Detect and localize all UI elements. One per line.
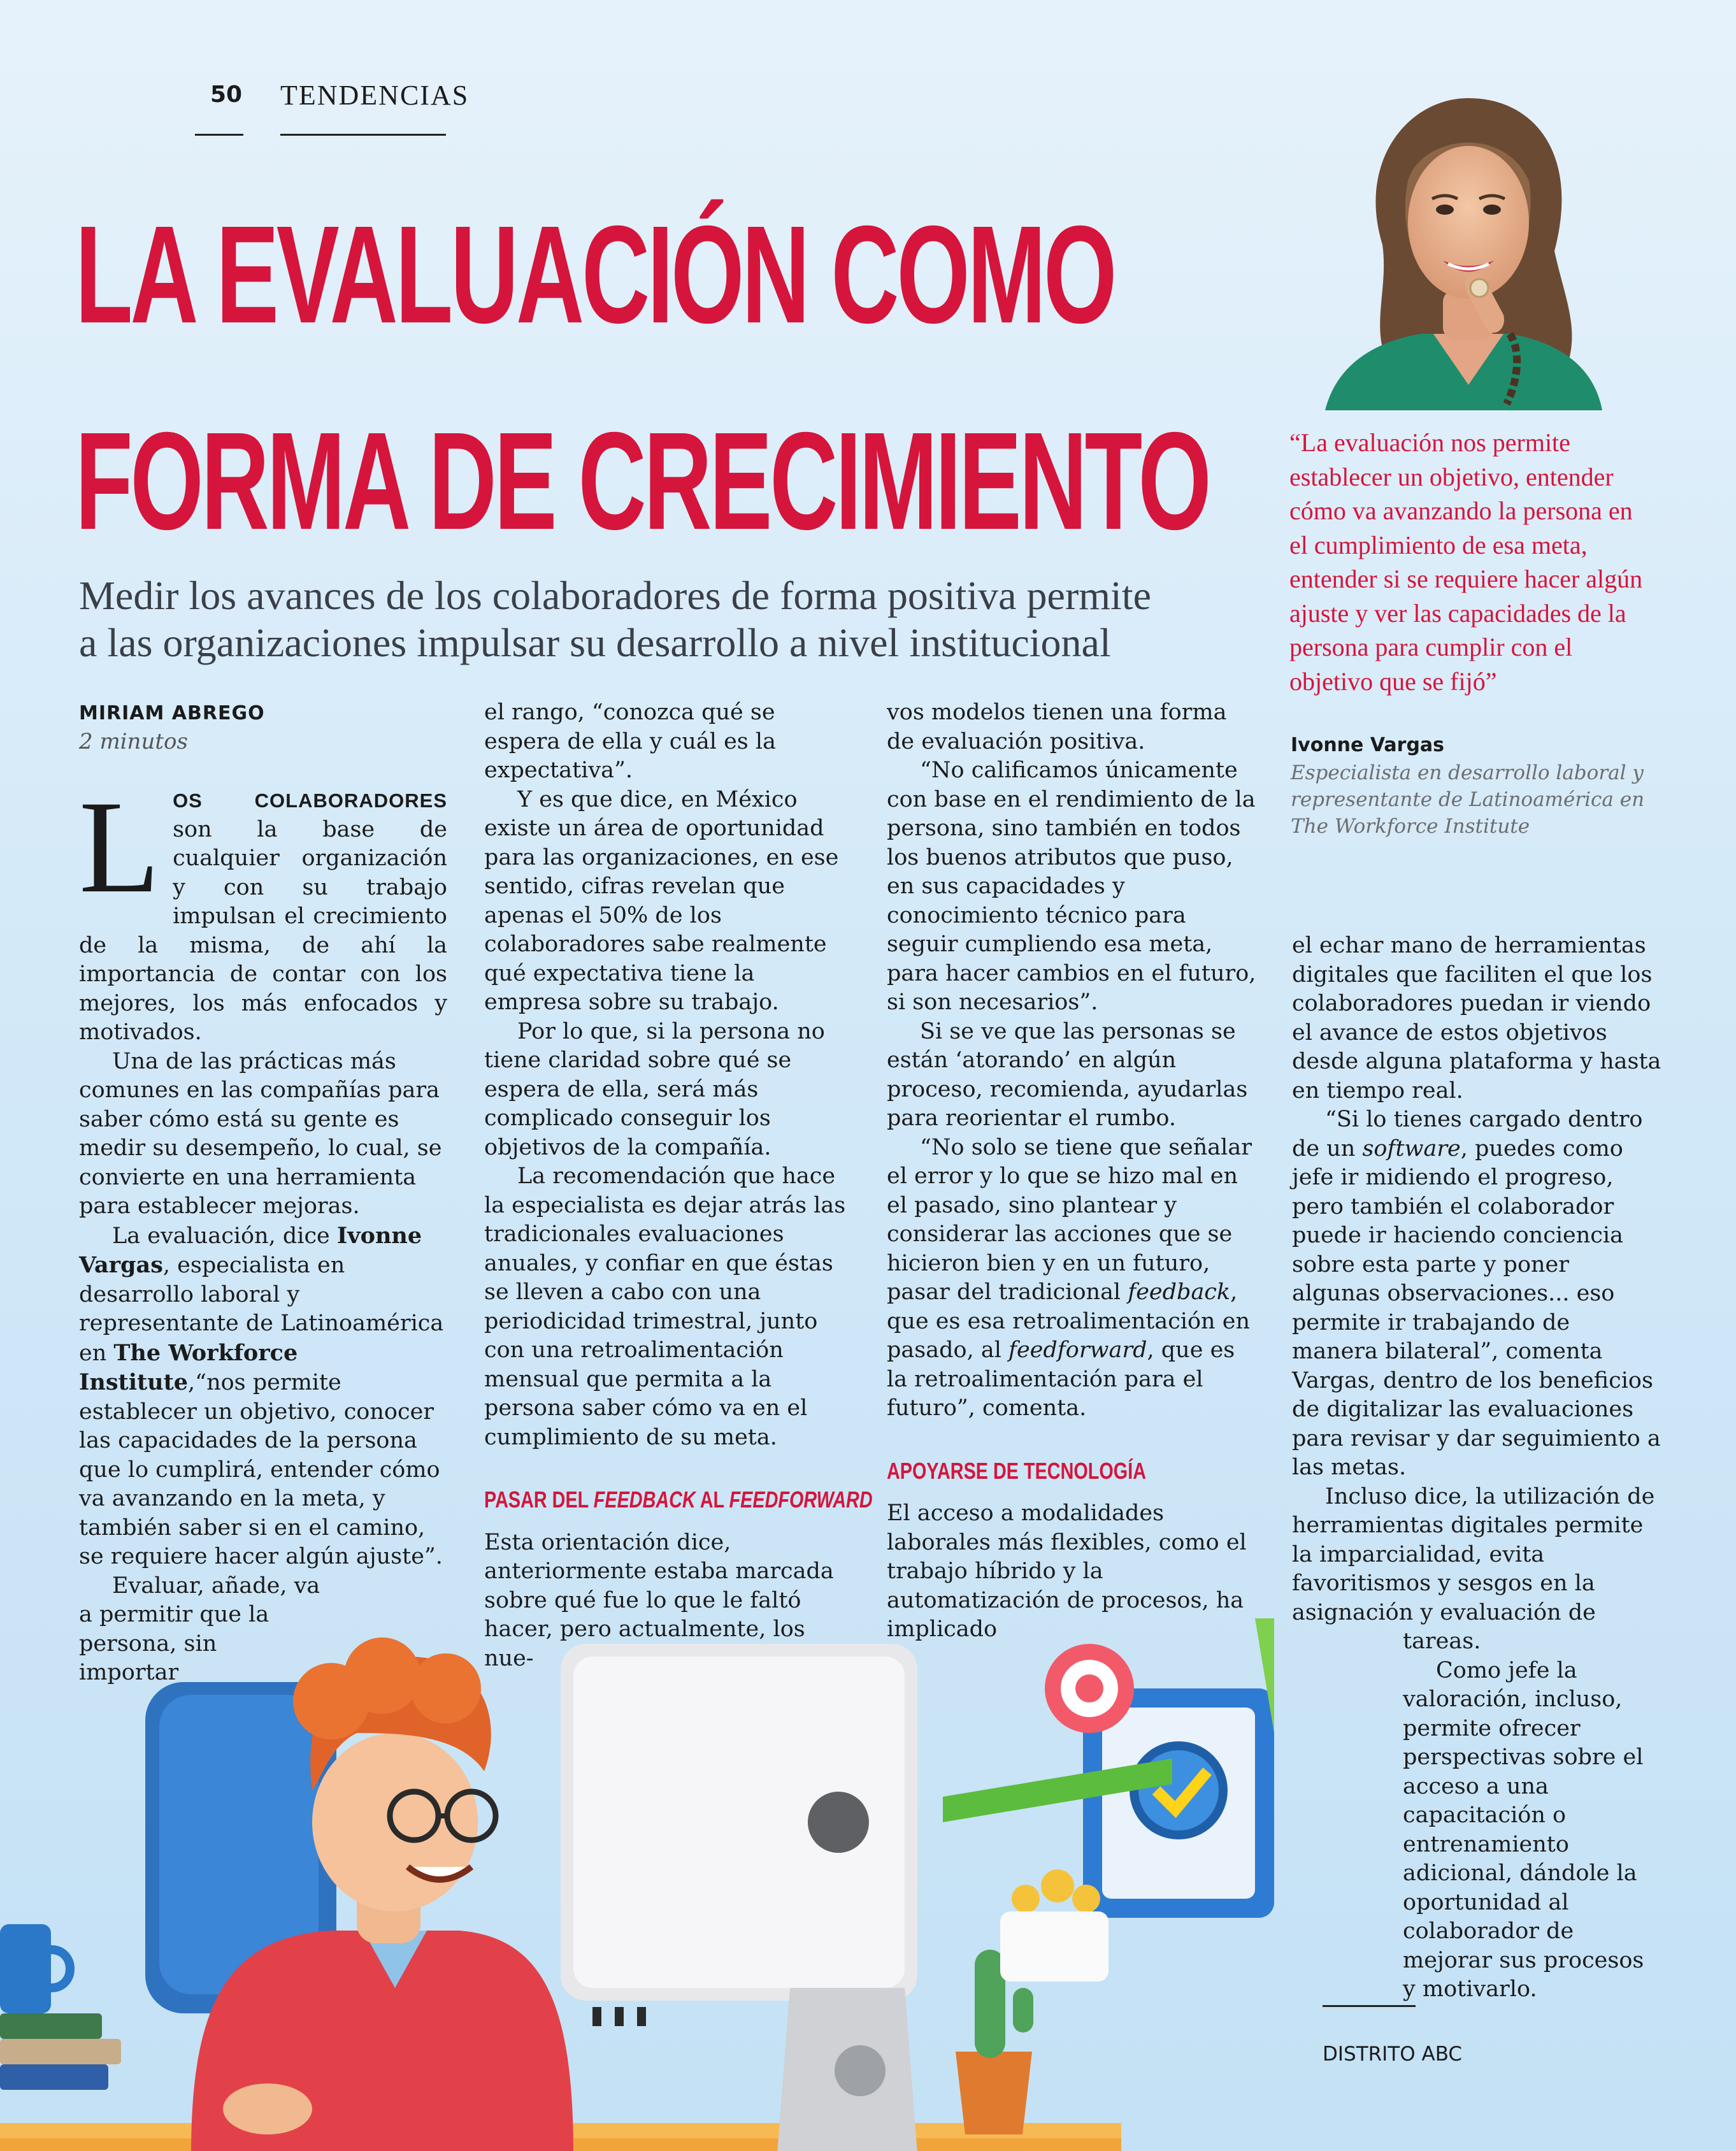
paragraph: La recomendación que hace la especialista es dejar atrás las tradicionales evaluaciones anuales, y confiar en que éstas se lleven a cabo con una periodicidad trimestral, junto con una retroalimentación mensual que permita a la persona saber cómo va en el cumplimiento de su meta. xyxy=(484,1163,846,1450)
section-subtitle: APOYARSE DE TECNOLOGÍA xyxy=(887,1457,1146,1484)
divider xyxy=(195,134,243,136)
paragraph xyxy=(79,1221,447,1572)
author-byline: MIRIAM ABREGO xyxy=(79,702,265,724)
paragraph-text: , que es esa retroalimentación en pasado, al xyxy=(887,1279,1250,1363)
paragraph: el rango, “conozca qué se espera de ella y cuál es la expectativa”. xyxy=(484,700,776,783)
drop-cap: L xyxy=(79,773,161,920)
headline-line: LA EVALUACIÓN COMO xyxy=(75,198,1115,352)
paragraph: Esta orientación dice, anteriormente estaba marcada sobre qué fue lo que le faltó hacer, pero actualmente, los nue- xyxy=(484,1529,834,1671)
pull-quote: “La evaluación nos permite establecer un objetivo, entender cómo va avanzando la persona en el cumplimiento de esa meta, entender si se requiere hacer algún ajuste y ver las capacidades de la persona para cumplir con el objetivo que se fijó” xyxy=(1289,428,1643,696)
divider xyxy=(280,134,446,136)
paragraph-text: feedforward xyxy=(1008,1337,1147,1363)
paragraph: Incluso dice, la utilización de herramientas digitales permite la imparcialidad, evita favoritismos y sesgos en la asignación y evaluación de xyxy=(1292,1483,1655,1625)
paragraph: tareas. xyxy=(1403,1629,1481,1654)
subtitle-text: PASAR DEL xyxy=(484,1486,594,1513)
paragraph-text: , que es la retroalimentación para el futuro”, comenta. xyxy=(887,1337,1235,1421)
subhead xyxy=(79,572,1264,666)
paragraph: “No calificamos únicamente con base en el rendimiento de la persona, sino también en todos los buenos atributos que puso, en sus capacidades y conocimiento técnico para seguir cumpliendo esa meta, para hacer cambios en el futuro, si son necesarios”. xyxy=(887,758,1256,1015)
paragraph-text: “Si lo tienes cargado dentro de un xyxy=(1292,1107,1643,1162)
page-number: 50 xyxy=(210,82,243,108)
subtitle-text: AL xyxy=(695,1486,729,1513)
article-column-3 xyxy=(887,698,1256,1644)
paragraph: vos modelos tienen una forma de evaluación positiva. xyxy=(887,700,1227,754)
article-column-4 xyxy=(1292,932,1661,2004)
paragraph-text: son la base de cualquier organización y con su trabajo impulsan el crecimiento de la misma, de ahí la importancia de contar con los mejores, los más enfocados y motivados. xyxy=(79,816,447,1045)
headline xyxy=(75,172,1209,585)
office-illustration xyxy=(0,1542,1274,2151)
paragraph-text: feedback xyxy=(1128,1279,1231,1305)
paragraph: Una de las prácticas más comunes en las compañías para saber cómo está su gente es medir su desempeño, lo cual, se convierte en una herramienta para establecer mejoras. xyxy=(79,1048,442,1219)
paragraph: Si se ve que las personas se están ‘atorando’ en algún proceso, recomienda, ayudarlas para reorientar el rumbo. xyxy=(887,1018,1248,1131)
paragraph: Y es que dice, en México existe un área de oportunidad para las organizaciones, en ese sentido, cifras revelan que apenas el 50% de los colaboradores sabe realmente qué expectativa tiene la empresa sobre su trabajo. xyxy=(484,786,839,1015)
paragraph-text: software xyxy=(1362,1135,1461,1162)
subtitle-text: FEEDBACK xyxy=(593,1486,696,1513)
subhead-line: Medir los avances de los colaboradores de forma positiva permite xyxy=(79,573,1151,618)
lead-in: OS COLABORADORES xyxy=(173,789,447,812)
paragraph: El acceso a modalidades laborales más flexibles, como el trabajo híbrido y la automatización de procesos, ha implicado xyxy=(887,1500,1247,1642)
paragraph-text: , especialista en desarrollo laboral y representante de Latinoamérica en xyxy=(79,1253,444,1366)
paragraph xyxy=(1292,1105,1661,1483)
publication-name: DISTRITO ABC xyxy=(1323,2043,1463,2066)
subtitle-text: FEEDFORWARD xyxy=(729,1486,873,1513)
paragraph: Evaluar, añade, va a permitir que la persona, sin importar xyxy=(79,1572,320,1685)
headline-line: FORMA DE CRECIMIENTO xyxy=(75,404,1209,559)
section-label: TENDENCIAS xyxy=(280,80,470,111)
paragraph-text: La evaluación, dice xyxy=(112,1223,337,1249)
paragraph: Como jefe la valoración, incluso, permite ofrecer perspectivas sobre el acceso a una capacitación o entrenamiento adicional, dándole la oportunidad al colaborador de mejorar sus procesos y motivarlo. xyxy=(1403,1657,1644,2002)
quote-author: Ivonne Vargas xyxy=(1291,734,1445,756)
paragraph-text: ,“nos permite establecer un objetivo, conocer las capacidades de la persona que lo cumplirá, entender cómo va avanzando en la meta, y también saber si en el camino, se requiere hacer algún ajuste”. xyxy=(79,1370,443,1569)
paragraph xyxy=(887,1133,1256,1423)
paragraph xyxy=(79,773,447,1047)
section-subtitle xyxy=(484,1485,873,1514)
subhead-line: a las organizaciones impulsar su desarrollo a nivel institucional xyxy=(79,620,1111,665)
read-time: 2 minutos xyxy=(79,729,188,754)
paragraph-text: , puedes como jefe ir midiendo el progreso, pero también el colaborador puede ir haciendo conciencia sobre esta parte y poner algunas observaciones... eso permite ir trabajando de manera bilateral”, comenta Vargas, dentro de los beneficios de digitalizar las evaluaciones para revisar y dar seguimiento a las metas. xyxy=(1292,1135,1661,1480)
person-name: Ivonne Vargas xyxy=(79,1222,422,1278)
divider xyxy=(1323,2005,1416,2007)
paragraph: el echar mano de herramientas digitales que faciliten el que los colaboradores puedan ir viendo el avance de estos objetivos desde alguna plataforma y hasta en tiempo real. xyxy=(1292,933,1661,1104)
article-column-2 xyxy=(484,698,873,1673)
quote-author-role: Especialista en desarrollo laboral y representante de Latinoamérica en The Workforce Institute xyxy=(1291,761,1645,838)
organization-name: The Workforce Institute xyxy=(79,1339,298,1395)
portrait-photo xyxy=(1312,85,1612,410)
paragraph-text: “No solo se tiene que señalar el error y lo que se hizo mal en el pasado, sino plantear y considerar las acciones que se hicieron bien y en un futuro, pasar del tradicional xyxy=(887,1134,1252,1305)
paragraph: Por lo que, si la persona no tiene claridad sobre qué se espera de ella, será más complicado conseguir los objetivos de la compañía. xyxy=(484,1018,825,1160)
